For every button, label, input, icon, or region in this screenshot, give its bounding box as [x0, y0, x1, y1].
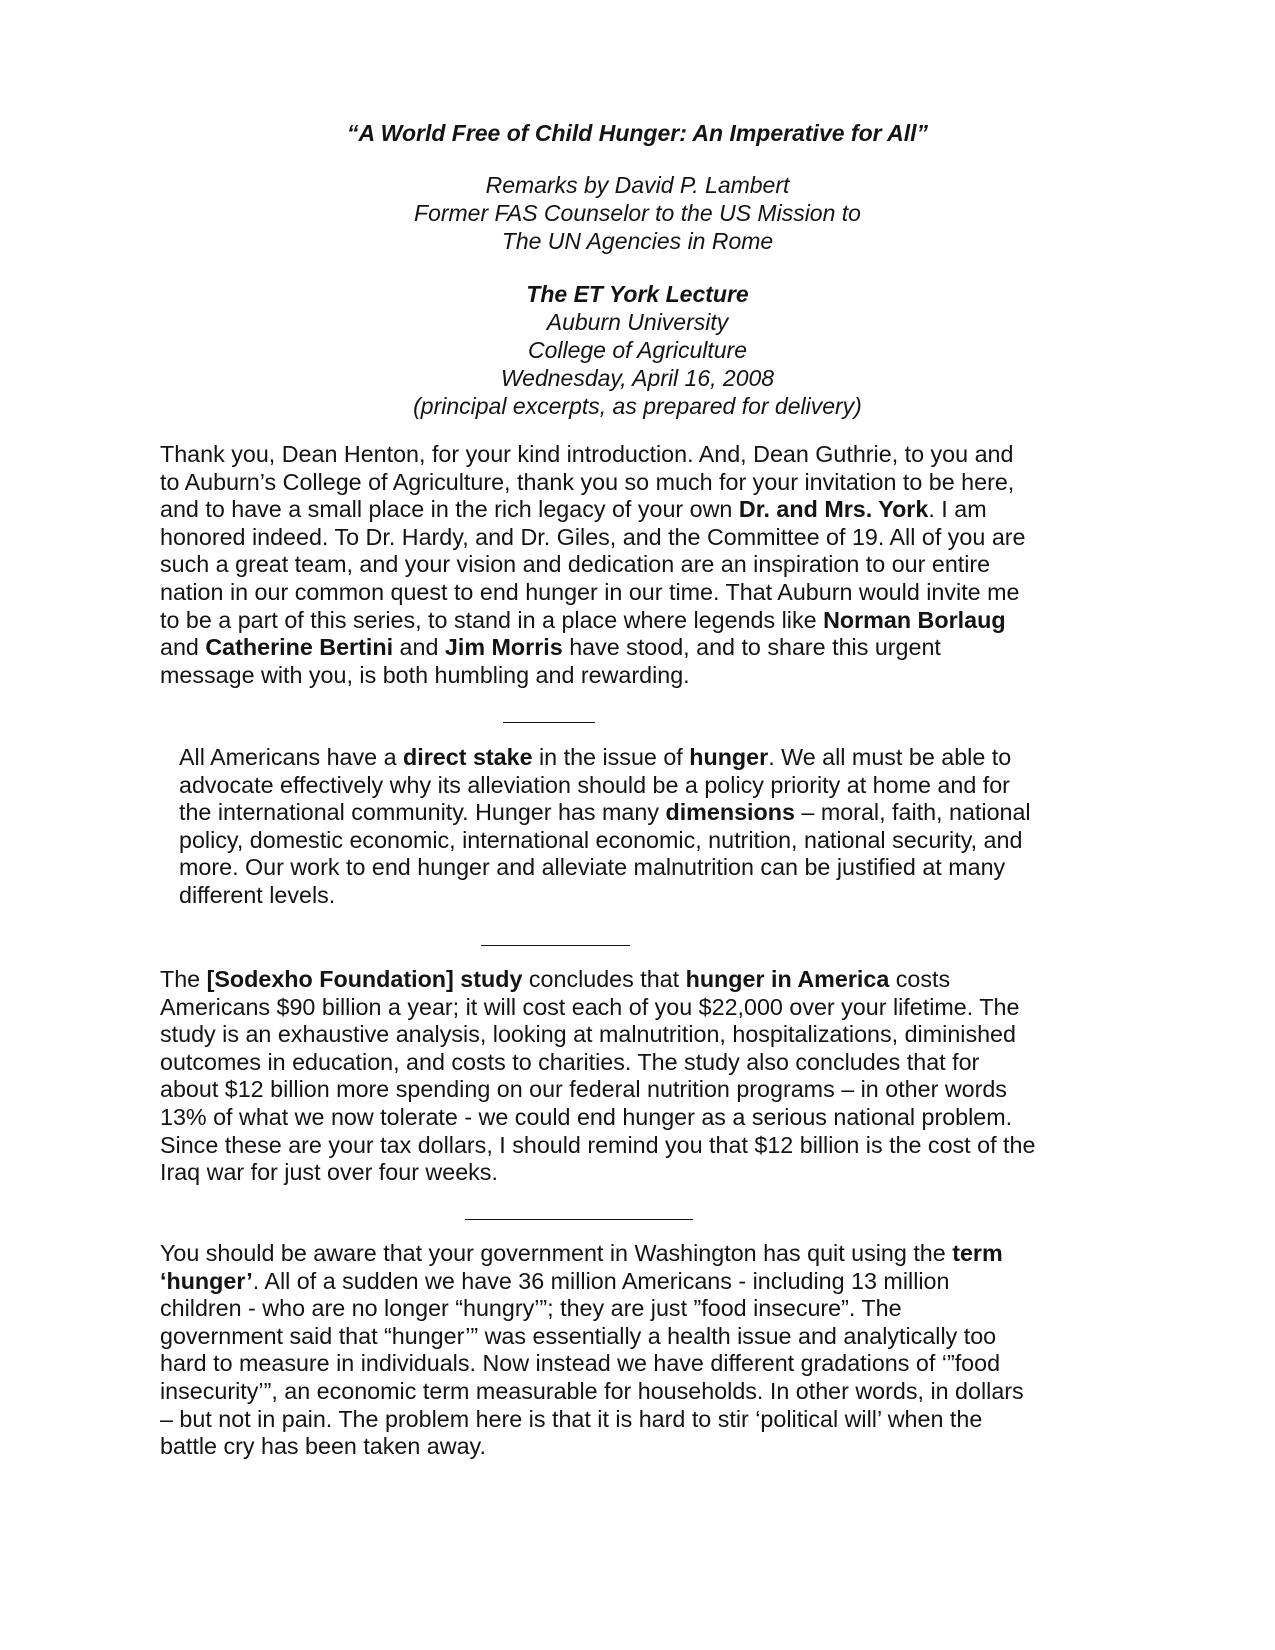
text-line: and to have a small place in the rich legacy of your own Dr. and Mrs. York. I am — [160, 496, 987, 523]
byline-line: The UN Agencies in Rome — [501, 228, 774, 254]
paragraph-introduction — [160, 441, 1026, 689]
lecture-detail-line: College of Agriculture — [527, 337, 748, 363]
title-text: “A World Free of Child Hunger: An Imperative for All” — [347, 120, 928, 146]
text-line: The [Sodexho Foundation] study concludes that hunger in America costs — [160, 966, 951, 992]
lecture-detail-line: Wednesday, April 16, 2008 — [500, 365, 775, 391]
text-line: the international community. Hunger has many dimensions – moral, faith, national — [179, 799, 1031, 826]
text-line: All Americans have a direct stake in the issue of hunger. We all must be able to — [179, 744, 1012, 770]
emphasis: direct stake — [403, 744, 533, 770]
text-line: nation in our common quest to end hunger in our time. That Auburn would invite me — [160, 578, 1020, 605]
emphasis: ‘hunger’ — [160, 1267, 253, 1294]
speaker-byline — [0, 171, 1275, 255]
text-line: about $12 billion more spending on our federal nutrition programs – in other words — [160, 1076, 1007, 1103]
text-line: government said that “hunger’” was essentially a health issue and analytically too — [160, 1322, 997, 1349]
text-line: study is an exhaustive analysis, looking at malnutrition, hospitalizations, diminished — [160, 1021, 1016, 1048]
text-line: to Auburn’s College of Agriculture, thank you so much for your invitation to be here, — [160, 468, 1015, 495]
emphasis: Norman Borlaug — [823, 606, 1006, 633]
paragraph-term-hunger — [160, 1240, 1024, 1461]
text-line: You should be aware that your government in Washington has quit using the term — [160, 1240, 1003, 1266]
section-divider — [503, 722, 595, 723]
text-line: advocate effectively why its alleviation should be a policy priority at home and for — [179, 771, 1010, 798]
emphasis: term — [952, 1240, 1003, 1266]
text-line: Iraq war for just over four weeks. — [160, 1159, 498, 1186]
lecture-name: The ET York Lecture — [526, 281, 749, 307]
text-line: ‘hunger’. All of a sudden we have 36 million Americans - including 13 million — [160, 1267, 950, 1294]
text-line: insecurity’”, an economic term measurable for households. In other words, in dollars — [160, 1377, 1024, 1404]
text-line: hard to measure in individuals. Now instead we have different gradations of ‘”food — [160, 1350, 1001, 1377]
text-line: more. Our work to end hunger and alleviate malnutrition can be justified at many — [179, 854, 1006, 881]
text-line: message with you, is both humbling and rewarding. — [160, 661, 690, 688]
text-line: – but not in pain. The problem here is that it is hard to stir ‘political will’ when the — [160, 1405, 983, 1432]
text-line: Thank you, Dean Henton, for your kind introduction. And, Dean Guthrie, to you and — [160, 441, 1014, 467]
text-line: and Catherine Bertini and Jim Morris have stood, and to share this urgent — [160, 634, 941, 661]
emphasis: Catherine Bertini — [205, 634, 394, 661]
emphasis: hunger in America — [685, 966, 890, 992]
emphasis: [Sodexho Foundation] study — [206, 966, 523, 992]
text-line: different levels. — [179, 881, 336, 908]
byline-line: Former FAS Counselor to the US Mission to — [414, 200, 861, 226]
text-line: policy, domestic economic, international economic, nutrition, national security, and — [179, 826, 1023, 853]
document-title — [0, 119, 1275, 147]
text-line: outcomes in education, and costs to charities. The study also concludes that for — [160, 1048, 980, 1075]
text-line: battle cry has been taken away. — [160, 1433, 486, 1460]
lecture-info — [0, 280, 1275, 420]
byline-line: Remarks by David P. Lambert — [485, 172, 790, 198]
paragraph-direct-stake — [179, 744, 1031, 910]
emphasis: dimensions — [665, 799, 795, 826]
text-line: Americans $90 billion a year; it will cost each of you $22,000 over your lifetime. The — [160, 993, 1020, 1020]
text-line: honored indeed. To Dr. Hardy, and Dr. Giles, and the Committee of 19. All of you are — [160, 523, 1026, 550]
text-line: children - who are no longer “hungry’”; they are just ”food insecure”. The — [160, 1295, 902, 1322]
text-line: Since these are your tax dollars, I should remind you that $12 billion is the cost of the — [160, 1131, 1036, 1158]
lecture-detail-line: (principal excerpts, as prepared for delivery) — [413, 393, 862, 419]
emphasis: Dr. and Mrs. York — [738, 496, 929, 523]
emphasis: hunger — [689, 744, 769, 770]
lecture-detail-line: Auburn University — [546, 309, 729, 335]
text-line: 13% of what we now tolerate - we could end hunger as a serious national problem. — [160, 1103, 1013, 1130]
section-divider — [465, 1219, 693, 1220]
paragraph-sodexho-study — [160, 966, 1035, 1187]
emphasis: Jim Morris — [444, 634, 563, 661]
text-line: such a great team, and your vision and dedication are an inspiration to our entire — [160, 551, 991, 578]
section-divider — [481, 945, 630, 946]
text-line: to be a part of this series, to stand in a place where legends like Norman Borlaug — [160, 606, 1006, 633]
